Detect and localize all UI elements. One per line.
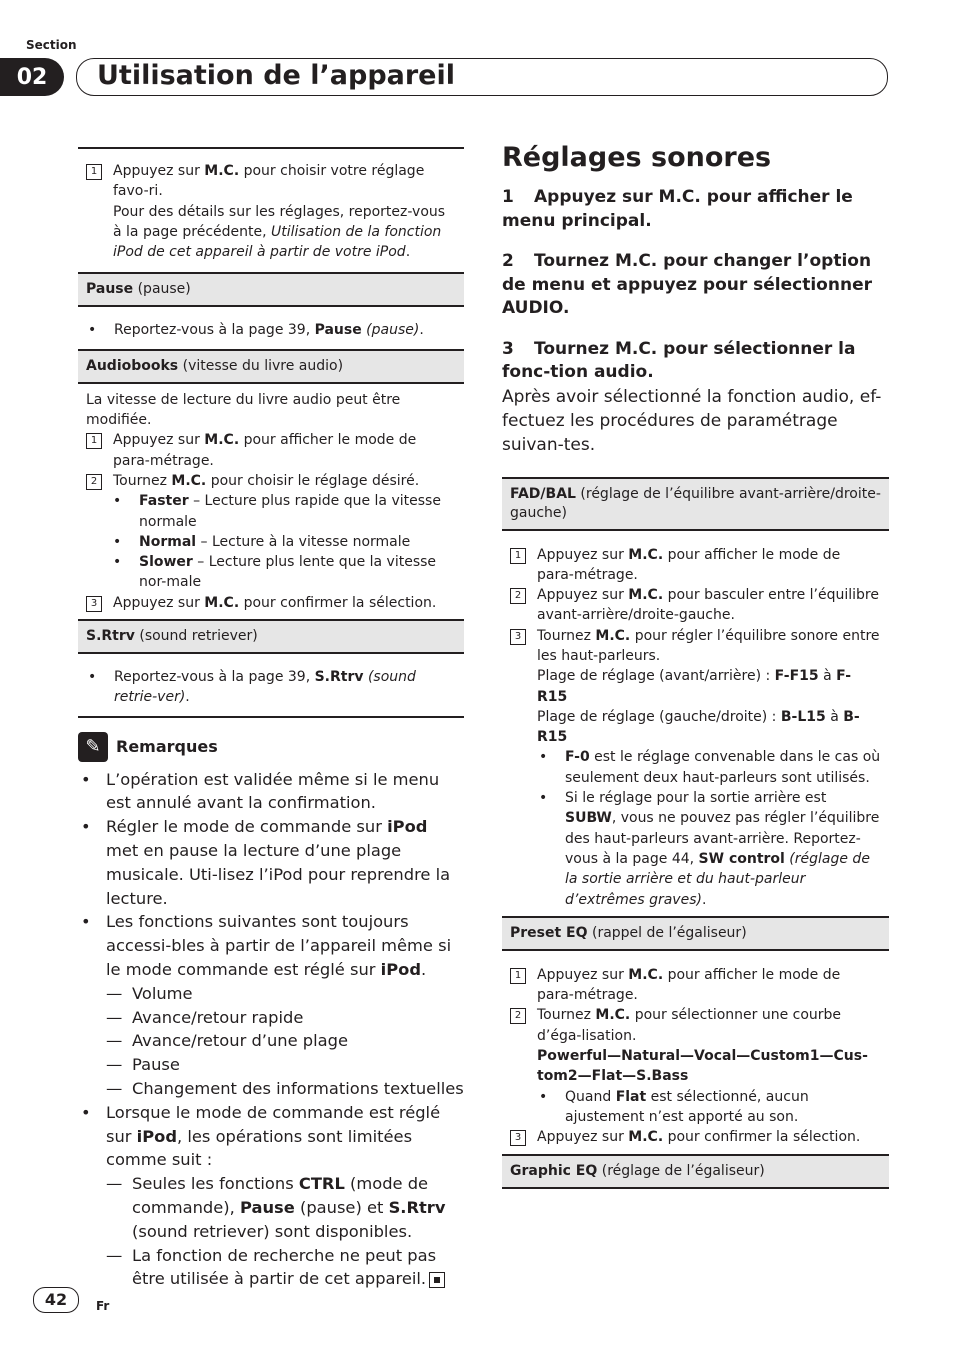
graphic-eq-header: Graphic EQ (réglage de l’égaliseur) bbox=[502, 1154, 889, 1189]
step-item: 1 Appuyez sur M.C. pour afficher le mode de para-métrage. bbox=[86, 430, 456, 471]
audiobooks-content bbox=[78, 384, 464, 619]
list-item: • Quand Flat est sélectionné, aucun ajustement n’est apporté au son. bbox=[539, 1088, 809, 1125]
dash-item: — La fonction de recherche ne peut pas être utilisée à partir de cet appareil. bbox=[106, 1244, 464, 1292]
pencil-icon: ✎ bbox=[78, 732, 108, 762]
dash-item: — Avance/retour rapide bbox=[106, 1007, 304, 1027]
notes-section bbox=[78, 732, 464, 1292]
note-item: • L’opération est validée même si le menu est annulé avant la confirmation. bbox=[81, 769, 440, 813]
fadbal-header: FAD/BAL (réglage de l’équilibre avant-arrière/droite-gauche) bbox=[502, 477, 889, 531]
pause-header: Pause (pause) bbox=[78, 272, 464, 307]
section-label: Section bbox=[26, 38, 77, 52]
step-item: 3 Tournez M.C. pour régler l’équilibre sonore entre les haut-parleurs. Plage de réglage (avant/arrière) : F-F15 à F-R15 Plage de réglage (gauche/droite) : B-L15 à B-R15 • F-0 est le réglage convenable dans le cas où seulement deux haut-parleurs sont utilisés. • Si le réglage pour la sortie arrière est SUBW, vous ne pouvez pas régler l’équilibre des haut-parleurs avant-arrière. Reportez-vous à la page 44, SW control (réglage de la sortie arrière et du haut-parleur d’extrêmes graves). bbox=[510, 626, 881, 910]
step-number: 1 bbox=[86, 164, 102, 180]
dash-item: — Seules les fonctions CTRL (mode de commande), Pause (pause) et S.Rtrv (sound retriever) sont disponibles. bbox=[106, 1174, 446, 1241]
intro-box bbox=[78, 147, 464, 270]
list-item: • F-0 est le réglage convenable dans le cas où seulement deux haut-parleurs sont utilisés. bbox=[539, 749, 881, 786]
step-item: 2 Tournez M.C. pour sélectionner une courbe d’éga-lisation. Powerful—Natural—Vocal—Custom1—Cus-tom2—Flat—S.Bass • Quand Flat est sélectionné, aucun ajustement n’est apporté au son. bbox=[510, 1005, 881, 1127]
pause-content bbox=[78, 307, 464, 348]
audiobooks-header: Audiobooks (vitesse du livre audio) bbox=[78, 349, 464, 384]
instruction-paragraph: Après avoir sélectionné la fonction audio, ef-fectuez les procédures de paramétrage suivan-tes. bbox=[502, 386, 882, 455]
dash-item: — Avance/retour d’une plage bbox=[106, 1031, 348, 1051]
step-item: 1 Appuyez sur M.C. pour afficher le mode de para-métrage. bbox=[510, 965, 881, 1006]
page-number: 42 bbox=[33, 1287, 79, 1313]
step-item: 2 Appuyez sur M.C. pour basculer entre l’équilibre avant-arrière/droite-gauche. bbox=[510, 585, 881, 626]
left-column bbox=[78, 147, 464, 1291]
list-item: • Normal – Lecture à la vitesse normale bbox=[113, 533, 411, 550]
notes-title: Remarques bbox=[116, 736, 218, 756]
srtrv-content bbox=[78, 654, 464, 718]
chapter-number: 02 bbox=[0, 58, 64, 96]
right-column bbox=[502, 140, 889, 1189]
step-item: 3 Appuyez sur M.C. pour confirmer la sélection. bbox=[86, 593, 456, 613]
chapter-title: Utilisation de l’appareil bbox=[97, 60, 456, 91]
preset-eq-header: Preset EQ (rappel de l’égaliseur) bbox=[502, 916, 889, 951]
dash-item: — Volume bbox=[106, 983, 193, 1003]
note-item: • Lorsque le mode de commande est réglé sur iPod, les opérations sont limitées comme suit : — Seules les fonctions CTRL (mode de commande), Pause (pause) et S.Rtrv (sound retriever) sont disponibles. — La fonction de recherche ne peut pas être utilisée à partir de cet appareil. bbox=[78, 1101, 464, 1291]
audiobooks-intro: La vitesse de lecture du livre audio peut être modifiée. bbox=[86, 391, 401, 429]
instruction-step: 3 Tournez M.C. pour sélectionner la fonc-tion audio. bbox=[502, 338, 856, 382]
list-item: • Reportez-vous à la page 39, S.Rtrv (sound retrie-ver). bbox=[88, 669, 416, 706]
step-item: 3 Appuyez sur M.C. pour confirmer la sélection. bbox=[510, 1127, 881, 1147]
dash-item: — Changement des informations textuelles bbox=[106, 1079, 464, 1098]
step-item: 1 Appuyez sur M.C. pour afficher le mode de para-métrage. bbox=[510, 545, 881, 586]
list-item: • Faster – Lecture plus rapide que la vitesse normale bbox=[113, 493, 441, 530]
note-item: • Les fonctions suivantes sont toujours accessi-bles à partir de l’appareil même si le mode commande est réglé sur iPod. — Volume — Avance/retour rapide — Avance/retour d’une plage — Pause — Changement des informations textuelles bbox=[78, 910, 464, 1100]
list-item: • Si le réglage pour la sortie arrière est SUBW, vous ne pouvez pas régler l’équilibre des haut-parleurs avant-arrière. Reportez-vous à la page 44, SW control (réglage de la sortie arrière et du haut-parleur d’extrêmes graves). bbox=[539, 790, 880, 908]
fadbal-content bbox=[502, 531, 889, 916]
section-title: Réglages sonores bbox=[502, 142, 772, 173]
dash-item: — Pause bbox=[106, 1055, 180, 1075]
settings-table bbox=[502, 477, 889, 1189]
note-item: • Régler le mode de commande sur iPod met en pause la lecture d’une plage musicale. Uti-lisez l’iPod pour reprendre la lecture. bbox=[81, 817, 451, 908]
step-item bbox=[86, 161, 456, 262]
end-mark-icon bbox=[429, 1272, 445, 1288]
step-text: Appuyez sur M.C. pour choisir votre réglage favo-ri. Pour des détails sur les réglages, reportez-vous à la page précédente, Utilisation de la fonction iPod de cet appareil à partir de votre iPod. bbox=[113, 163, 446, 261]
instruction-step: 1 Appuyez sur M.C. pour afficher le menu principal. bbox=[502, 187, 853, 231]
list-item: • Slower – Lecture plus lente que la vitesse nor-male bbox=[113, 554, 437, 591]
list-item: • Reportez-vous à la page 39, Pause (pause). bbox=[88, 322, 424, 339]
instruction-step: 2 Tournez M.C. pour changer l’option de menu et appuyez pour sélectionner AUDIO. bbox=[502, 251, 872, 318]
srtrv-header: S.Rtrv (sound retriever) bbox=[78, 619, 464, 654]
notes-heading bbox=[78, 732, 464, 762]
preset-eq-content bbox=[502, 951, 889, 1154]
eq-curves-list: Powerful—Natural—Vocal—Custom1—Cus-tom2—Flat—S.Bass bbox=[537, 1048, 868, 1085]
language-code: Fr bbox=[96, 1299, 110, 1313]
step-item: 2 Tournez M.C. pour choisir le réglage désiré. bbox=[86, 471, 456, 491]
